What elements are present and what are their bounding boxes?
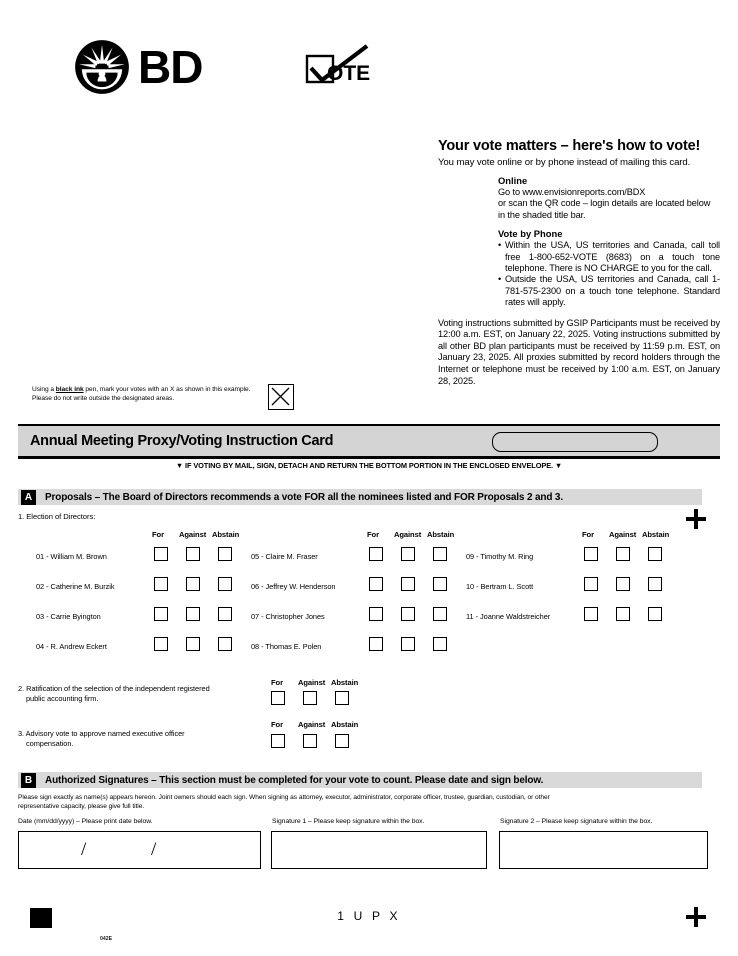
date-slash-1: /: [81, 839, 87, 860]
nominee-08-for-checkbox[interactable]: [369, 637, 383, 651]
form-number: 042E: [100, 936, 113, 942]
svg-text:OTE: OTE: [327, 62, 371, 85]
nominee-08-abstain-checkbox[interactable]: [433, 637, 447, 651]
bullet-dot-icon: •: [498, 274, 502, 285]
signature1-field-label: Signature 1 – Please keep signature within the box.: [272, 818, 425, 825]
nominee-01-against-checkbox[interactable]: [186, 547, 200, 561]
nominee-07-label: 07 - Christopher Jones: [251, 612, 325, 621]
nominee-07-abstain-checkbox[interactable]: [433, 607, 447, 621]
ink-note-emphasis: black ink: [55, 386, 84, 393]
nominee-11-label: 11 - Joanne Waldstreicher: [466, 612, 551, 621]
phone-bullet-domestic-text: Within the USA, US territories and Canada, call toll free 1-800-652-VOTE (8683) on a touch tone telephone. There is NO CHARGE to you for the call.: [505, 240, 720, 274]
proposal-3-line2: compensation.: [26, 739, 74, 748]
proposal-3-header-for: For: [271, 720, 283, 729]
nominee-03-against-checkbox[interactable]: [186, 607, 200, 621]
vote-instructions-headline: Your vote matters – here's how to vote!: [438, 138, 701, 154]
col1-header-against: Against: [179, 530, 207, 539]
online-voting-block: [498, 175, 720, 309]
vote-instructions-subhead: You may vote online or by phone instead of mailing this card.: [438, 157, 691, 168]
phone-bullet-domestic: [498, 240, 720, 274]
nominee-09-for-checkbox[interactable]: [584, 547, 598, 561]
nominee-02-abstain-checkbox[interactable]: [218, 577, 232, 591]
section-a-letter: A: [21, 490, 36, 505]
nominee-03-label: 03 - Carrie Byington: [36, 612, 101, 621]
section-a-header: [18, 489, 702, 505]
col3-header-for: For: [582, 530, 594, 539]
proposal-2-line1: 2. Ratification of the selection of the independent registered: [18, 684, 210, 693]
nominee-06-label: 06 - Jeffrey W. Henderson: [251, 582, 336, 591]
proposal-2-abstain-checkbox[interactable]: [335, 691, 349, 705]
nominee-04-abstain-checkbox[interactable]: [218, 637, 232, 651]
proposal-3-text: [18, 729, 238, 749]
vote-check-icon: [305, 44, 381, 86]
nominee-10-abstain-checkbox[interactable]: [648, 577, 662, 591]
nominee-10-against-checkbox[interactable]: [616, 577, 630, 591]
vote-logo: [305, 44, 381, 91]
proposal-3-against-checkbox[interactable]: [303, 734, 317, 748]
annual-meeting-title-bar: [18, 424, 720, 459]
nominee-01-label: 01 - William M. Brown: [36, 552, 107, 561]
proposal-2-line2: public accounting firm.: [26, 694, 99, 703]
phone-heading: Vote by Phone: [498, 228, 563, 240]
signature-instructions: [18, 793, 708, 811]
proposal-2-header-for: For: [271, 678, 283, 687]
nominee-04-against-checkbox[interactable]: [186, 637, 200, 651]
proposal-2-against-checkbox[interactable]: [303, 691, 317, 705]
nominee-06-abstain-checkbox[interactable]: [433, 577, 447, 591]
nominee-03-for-checkbox[interactable]: [154, 607, 168, 621]
nominee-02-label: 02 - Catherine M. Burzik: [36, 582, 115, 591]
date-slash-2: /: [151, 839, 157, 860]
date-input-box[interactable]: [18, 831, 261, 869]
x-mark-icon: [269, 385, 292, 408]
proposal-3-for-checkbox[interactable]: [271, 734, 285, 748]
section-a-title: Proposals – The Board of Directors recommends a vote FOR all the nominees listed and FOR Proposals 2 and 3.: [45, 491, 563, 503]
election-of-directors-label: 1. Election of Directors:: [18, 512, 96, 521]
card-title: Annual Meeting Proxy/Voting Instruction Card: [30, 433, 334, 449]
voting-deadline-text: Voting instructions submitted by GSIP Participants must be received by 12:00 a.m. EST, on January 22, 2025. Voting instructions submitted by all other BD plan participants must be received by 11:59 p.m. EST, on January 23, 2025. All proxies submitted by record holders through the Internet or telephone must be received by 1:00 a.m. EST, on January 28, 2025.: [438, 317, 720, 386]
phone-bullet-international-text: Outside the USA, US territories and Canada, call 1-781-575-2300 on a touch tone telephone. Standard rates will apply.: [505, 274, 720, 308]
nominee-05-abstain-checkbox[interactable]: [433, 547, 447, 561]
col2-header-against: Against: [394, 530, 422, 539]
proposal-2-header-abstain: Abstain: [331, 678, 359, 687]
proposal-2-header-against: Against: [298, 678, 326, 687]
nominee-11-against-checkbox[interactable]: [616, 607, 630, 621]
crop-mark-top-right: [686, 509, 706, 529]
col1-header-abstain: Abstain: [212, 530, 240, 539]
nominee-06-for-checkbox[interactable]: [369, 577, 383, 591]
nominee-05-for-checkbox[interactable]: [369, 547, 383, 561]
proposal-3-line1: 3. Advisory vote to approve named executive officer: [18, 729, 185, 738]
section-b-header: [18, 772, 702, 788]
section-b-title: Authorized Signatures – This section must be completed for your vote to count. Please date and sign below.: [45, 774, 544, 786]
nominee-02-against-checkbox[interactable]: [186, 577, 200, 591]
example-x-mark-box: [268, 384, 294, 410]
black-ink-instruction: [32, 385, 264, 403]
nominee-11-for-checkbox[interactable]: [584, 607, 598, 621]
nominee-04-for-checkbox[interactable]: [154, 637, 168, 651]
proposal-2-for-checkbox[interactable]: [271, 691, 285, 705]
vote-instructions-block: [438, 138, 720, 387]
col1-header-for: For: [152, 530, 164, 539]
signature2-field-label: Signature 2 – Please keep signature within the box.: [500, 818, 653, 825]
nominee-08-against-checkbox[interactable]: [401, 637, 415, 651]
nominee-05-label: 05 - Claire M. Fraser: [251, 552, 318, 561]
online-heading: Online: [498, 175, 528, 186]
online-qr-line: or scan the QR code – login details are located below: [498, 198, 711, 209]
bd-brand-logo: [74, 39, 202, 95]
ink-note-line2: Please do not write outside the designated areas.: [32, 395, 174, 402]
nominee-10-label: 10 - Bertram L. Scott: [466, 582, 534, 591]
bullet-dot-icon: •: [498, 240, 502, 251]
nominee-10-for-checkbox[interactable]: [584, 577, 598, 591]
ink-note-pre: Using a: [32, 386, 56, 393]
bd-sunburst-logo-icon: [74, 39, 130, 95]
col3-header-abstain: Abstain: [642, 530, 670, 539]
form-code-upx: 1 U P X: [337, 909, 401, 923]
nominee-05-against-checkbox[interactable]: [401, 547, 415, 561]
proposal-3-header-abstain: Abstain: [331, 720, 359, 729]
nominee-07-against-checkbox[interactable]: [401, 607, 415, 621]
nominee-04-label: 04 - R. Andrew Eckert: [36, 642, 107, 651]
signature2-input-box[interactable]: [499, 831, 708, 869]
nominee-01-for-checkbox[interactable]: [154, 547, 168, 561]
detach-instruction: ▼ IF VOTING BY MAIL, SIGN, DETACH AND RETURN THE BOTTOM PORTION IN THE ENCLOSED ENVELOPE. ▼: [175, 461, 563, 470]
signature-instructions-line1: Please sign exactly as name(s) appears hereon. Joint owners should each sign. When signing as attorney, executor, administrator, corporate officer, trustee, guardian, custodian, or other: [18, 794, 550, 801]
online-url-line[interactable]: Go to www.envisionreports.com/BDX: [498, 187, 646, 197]
signature1-input-box[interactable]: [271, 831, 487, 869]
nominee-11-abstain-checkbox[interactable]: [648, 607, 662, 621]
spacer: [498, 221, 720, 228]
nominee-08-label: 08 - Thomas E. Polen: [251, 642, 322, 651]
nominee-09-label: 09 - Timothy M. Ring: [466, 552, 534, 561]
nominee-02-for-checkbox[interactable]: [154, 577, 168, 591]
ink-note-post: pen, mark your votes with an X as shown in this example.: [83, 386, 251, 393]
nominee-09-abstain-checkbox[interactable]: [648, 547, 662, 561]
signature-instructions-line2: representative capacity, please give full title.: [18, 803, 145, 810]
login-details-oval: [492, 432, 658, 452]
nominee-06-against-checkbox[interactable]: [401, 577, 415, 591]
nominee-03-abstain-checkbox[interactable]: [218, 607, 232, 621]
crop-mark-bottom-right: [686, 907, 706, 927]
proposal-3-header-against: Against: [298, 720, 326, 729]
nominee-01-abstain-checkbox[interactable]: [218, 547, 232, 561]
proposal-3-abstain-checkbox[interactable]: [335, 734, 349, 748]
col2-header-for: For: [367, 530, 379, 539]
nominee-09-against-checkbox[interactable]: [616, 547, 630, 561]
date-field-label: Date (mm/dd/yyyy) – Please print date below.: [18, 818, 153, 825]
nominee-07-for-checkbox[interactable]: [369, 607, 383, 621]
section-b-letter: B: [21, 773, 36, 788]
col3-header-against: Against: [609, 530, 637, 539]
bd-wordmark: BD: [138, 41, 203, 93]
col2-header-abstain: Abstain: [427, 530, 455, 539]
proposal-2-text: [18, 684, 238, 704]
online-qr-line-2: in the shaded title bar.: [498, 209, 586, 220]
phone-bullet-international: [498, 274, 720, 308]
